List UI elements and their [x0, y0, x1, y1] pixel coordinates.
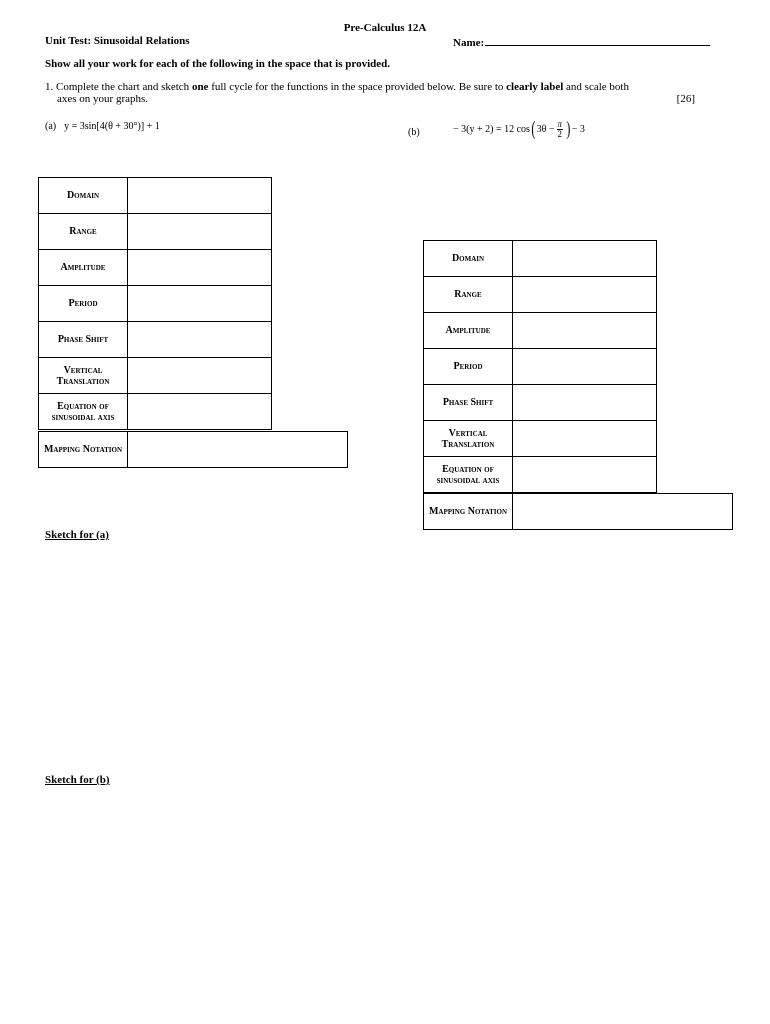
cell-amplitude-b[interactable]: [513, 313, 657, 349]
row-label-sinusoidal-axis: Equation of sinusoidal axis: [39, 394, 128, 430]
q1-text-e: and scale both: [563, 81, 629, 93]
cell-vertical-translation-b[interactable]: [513, 421, 657, 457]
fraction-numerator: π: [557, 118, 563, 129]
name-blank-line[interactable]: [485, 35, 710, 46]
cell-phase-shift-b[interactable]: [513, 385, 657, 421]
cell-range-b[interactable]: [513, 277, 657, 313]
q1-text-b: one: [191, 81, 209, 93]
name-field: [453, 35, 710, 49]
cell-domain-b[interactable]: [513, 241, 657, 277]
cell-period-a[interactable]: [128, 286, 272, 322]
cell-domain-a[interactable]: [128, 178, 272, 214]
row-label-sinusoidal-axis: Equation of sinusoidal axis: [424, 457, 513, 493]
sketch-b-area[interactable]: [45, 790, 725, 1015]
part-a-formula: y = 3sin[4(θ + 30°)] + 1: [64, 121, 160, 132]
sketch-b-heading: Sketch for (b): [45, 774, 110, 786]
chart-table-b: [423, 240, 657, 493]
cell-phase-shift-a[interactable]: [128, 322, 272, 358]
question-1-line1: [45, 81, 725, 93]
q1-marks: [26]: [676, 93, 695, 105]
row-label-domain: Domain: [424, 241, 513, 277]
cell-amplitude-a[interactable]: [128, 250, 272, 286]
row-label-mapping-notation: Mapping Notation: [424, 494, 513, 530]
chart-table-b-mapping: [423, 493, 733, 530]
row-label-phase-shift: Phase Shift: [424, 385, 513, 421]
row-label-period: Period: [39, 286, 128, 322]
cell-mapping-notation-b[interactable]: [513, 494, 733, 530]
row-label-amplitude: Amplitude: [424, 313, 513, 349]
cell-vertical-translation-a[interactable]: [128, 358, 272, 394]
name-label: Name:: [453, 37, 485, 49]
q1-text-a: Complete the chart and sketch: [56, 81, 192, 93]
q1-text-c: full cycle for the functions in the space provided below. Be sure to: [208, 81, 507, 93]
part-b-label: (b): [408, 127, 420, 138]
cell-mapping-notation-a[interactable]: [128, 432, 348, 468]
part-b-eq-right: − 3: [571, 123, 585, 135]
sketch-a-heading: Sketch for (a): [45, 529, 109, 541]
part-a-label: (a): [45, 121, 57, 132]
row-label-amplitude: Amplitude: [39, 250, 128, 286]
part-b-formula: [453, 119, 585, 139]
row-label-range: Range: [39, 214, 128, 250]
fraction-denominator: 2: [557, 128, 563, 139]
cell-period-b[interactable]: [513, 349, 657, 385]
part-a-equation: [45, 121, 160, 132]
unit-title: Unit Test: Sinusoidal Relations: [45, 35, 190, 47]
right-paren-glyph: ): [566, 118, 571, 140]
question-number: 1.: [45, 81, 54, 93]
sketch-a-area[interactable]: [45, 545, 725, 770]
q1-text-d: clearly label: [506, 81, 564, 93]
chart-table-a: [38, 177, 272, 430]
row-label-mapping-notation: Mapping Notation: [39, 432, 128, 468]
instructions: Show all your work for each of the following in the space that is provided.: [45, 58, 390, 70]
left-paren-glyph: (: [531, 118, 536, 140]
part-b-eq-inner: 3θ −: [536, 123, 555, 135]
row-label-range: Range: [424, 277, 513, 313]
cell-sinusoidal-axis-b[interactable]: [513, 457, 657, 493]
row-label-vertical-translation: Vertical Translation: [39, 358, 128, 394]
row-label-period: Period: [424, 349, 513, 385]
question-1: [45, 81, 725, 105]
row-label-vertical-translation: Vertical Translation: [424, 421, 513, 457]
q1-line2-text: axes on your graphs.: [57, 93, 149, 105]
row-label-domain: Domain: [39, 178, 128, 214]
cell-range-a[interactable]: [128, 214, 272, 250]
pi-over-2-fraction: [557, 120, 564, 139]
cell-sinusoidal-axis-a[interactable]: [128, 394, 272, 430]
part-b-eq-left: − 3(y + 2) = 12 cos: [453, 123, 530, 135]
course-title: Pre-Calculus 12A: [343, 22, 427, 34]
chart-table-a-mapping: [38, 431, 348, 468]
question-1-line2: [45, 93, 725, 105]
row-label-phase-shift: Phase Shift: [39, 322, 128, 358]
